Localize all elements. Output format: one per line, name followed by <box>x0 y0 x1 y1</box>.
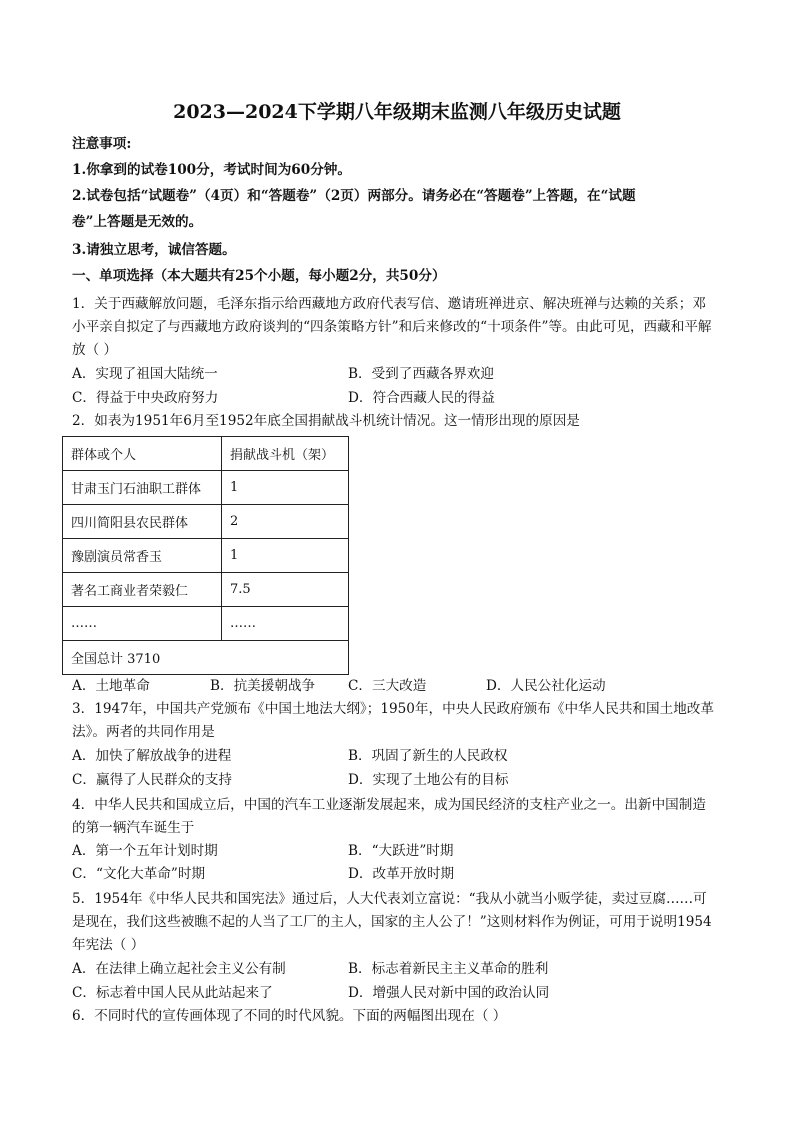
q2-option-d: D．人民公社化运动 <box>486 678 606 694</box>
notice-heading: 注意事项: <box>72 136 132 152</box>
table-cell: 1 <box>222 471 349 505</box>
q5-option-a: A．在法律上确立起社会主义公有制 <box>72 961 286 977</box>
table-row <box>63 471 349 505</box>
q1-option-d: D．符合西藏人民的得益 <box>348 390 495 406</box>
q5-option-c: C．标志着中国人民从此站起来了 <box>72 985 273 1001</box>
q2-option-c: C．三大改造 <box>348 678 427 694</box>
question-4-line: 4．中华人民共和国成立后，中国的汽车工业逐渐发展起来，成为国民经济的支柱产业之一。出新中国制造 <box>72 797 706 813</box>
question-3-line: 3．1947年，中国共产党颁布《中国土地法大纲》；1950年，中央人民政府颁布《中华人民共和国土地改革 <box>72 701 714 717</box>
question-2-stem: 2．如表为1951年6月至1952年底全国捐献战斗机统计情况。这一情形出现的原因是 <box>72 413 580 429</box>
q4-option-a: A．第一个五年计划时期 <box>72 843 218 859</box>
question-3-line: 法》。两者的共同作用是 <box>72 724 215 740</box>
notice-item: 2.试卷包括“试题卷”（4页）和“答题卷”（2页）两部分。请务必在“答题卷”上答题，在“试题 <box>72 188 636 204</box>
table-row <box>63 573 349 607</box>
q1-option-a: A．实现了祖国大陆统一 <box>72 366 218 382</box>
table-cell: 甘肃玉门石油职工群体 <box>63 471 222 505</box>
q2-option-b: B．抗美援朝战争 <box>210 678 316 694</box>
question-5-line: 5．1954年《中华人民共和国宪法》通过后，人大代表刘立富说：“我从小就当小贩学徒，卖过豆腐……可 <box>72 891 707 907</box>
q3-option-c: C．赢得了人民群众的支持 <box>72 772 232 788</box>
question-6-stem: 6．不同时代的宣传画体现了不同的时代风貌。下面的两幅图出现在（ ） <box>72 1008 507 1024</box>
table-total-row <box>63 641 349 675</box>
q4-option-b: B．“大跃进”时期 <box>348 843 454 859</box>
table-total-cell: 全国总计 3710 <box>63 641 349 675</box>
q1-option-b: B．受到了西藏各界欢迎 <box>348 366 494 382</box>
q4-option-c: C．“文化大革命”时期 <box>72 866 206 882</box>
q3-option-b: B．巩固了新生的人民政权 <box>348 748 508 764</box>
table-header-cell: 捐献战斗机（架） <box>222 437 349 471</box>
table-header-cell: 群体或个人 <box>63 437 222 471</box>
table-cell: 7.5 <box>222 573 349 607</box>
q3-option-d: D．实现了土地公有的目标 <box>348 772 509 788</box>
question-4-line: 的第一辆汽车诞生于 <box>72 820 195 836</box>
question-1-line: 小平亲自拟定了与西藏地方政府谈判的“四条策略方针”和后来修改的“十项条件”等。由此可见，西藏和平解 <box>72 319 712 335</box>
page-title: 2023—2024下学期八年级期末监测八年级历史试题 <box>173 101 621 123</box>
notice-item: 3.请独立思考，诚信答题。 <box>72 242 236 258</box>
q4-option-d: D．改革开放时期 <box>348 866 455 882</box>
question-1-line: 放（ ） <box>72 342 118 358</box>
table-row <box>63 505 349 539</box>
table-cell: 1 <box>222 539 349 573</box>
donation-table <box>62 436 349 675</box>
q5-option-d: D．增强人民对新中国的政治认同 <box>348 985 550 1001</box>
table-row <box>63 607 349 641</box>
table-cell: 著名工商业者荣毅仁 <box>63 573 222 607</box>
q5-option-b: B．标志着新民主主义革命的胜利 <box>348 961 549 977</box>
question-5-line: 年宪法（ ） <box>72 937 145 953</box>
table-cell: …… <box>222 607 349 641</box>
q3-option-a: A．加快了解放战争的进程 <box>72 748 232 764</box>
notice-item: 卷”上答题是无效的。 <box>72 214 203 230</box>
table-row <box>63 539 349 573</box>
notice-item: 1.你拿到的试卷100分，考试时间为60分钟。 <box>72 162 351 178</box>
table-cell: 豫剧演员常香玉 <box>63 539 222 573</box>
section-heading: 一、单项选择（本大题共有25个小题，每小题2分，共50分） <box>72 268 446 284</box>
table-cell: 2 <box>222 505 349 539</box>
table-cell: …… <box>63 607 222 641</box>
question-1-line: 1．关于西藏解放问题，毛泽东指示给西藏地方政府代表写信、邀请班禅进京、解决班禅与达赖的关系；邓 <box>72 296 706 312</box>
question-5-line: 是现在，我们这些被瞧不起的人当了工厂的主人，国家的主人公了！”这则材料作为例证，可用于说明1954 <box>72 914 712 930</box>
q1-option-c: C．得益于中央政府努力 <box>72 390 219 406</box>
q2-option-a: A．土地革命 <box>72 678 150 694</box>
table-header-row <box>63 437 349 471</box>
table-cell: 四川简阳县农民群体 <box>63 505 222 539</box>
